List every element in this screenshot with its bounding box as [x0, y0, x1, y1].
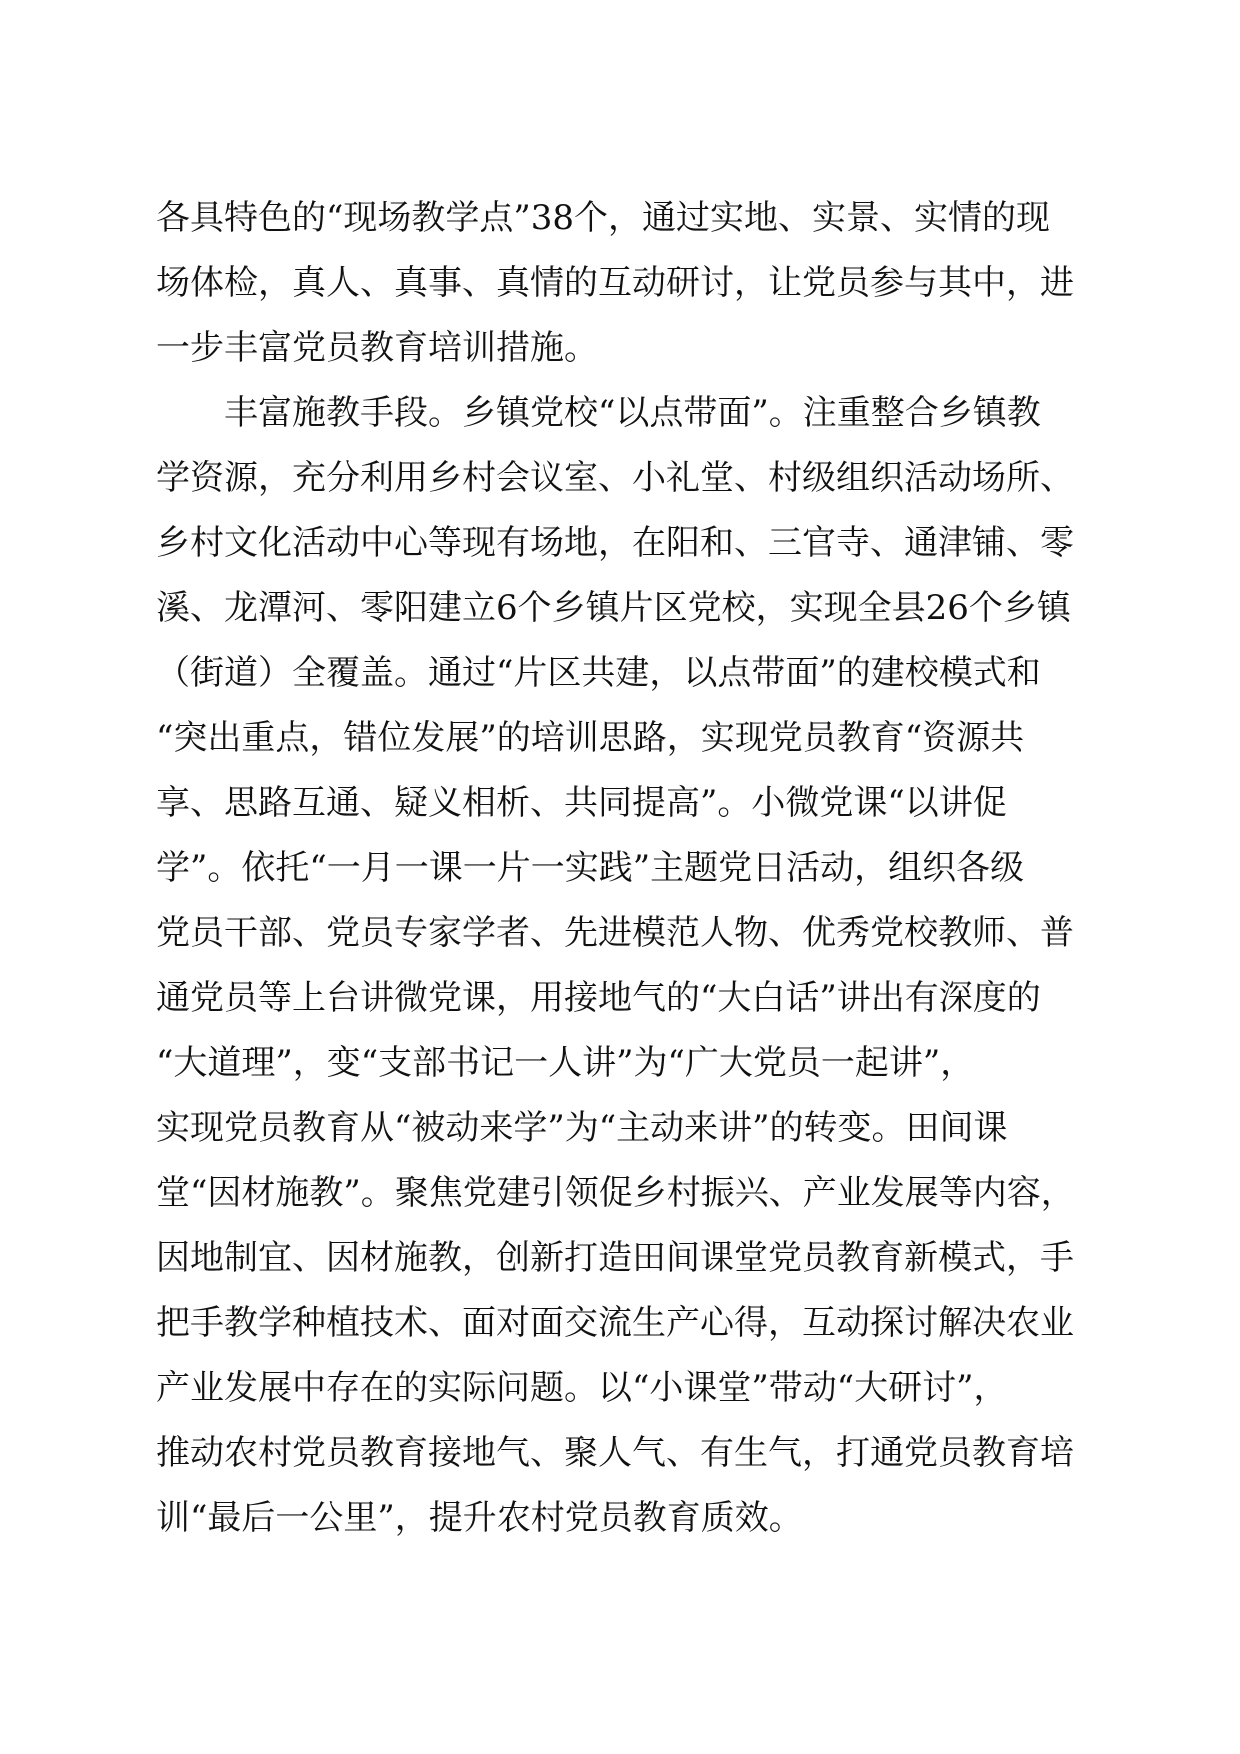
text-line: 各具特色的“现场教学点”38个，通过实地、实景、实情的现: [156, 198, 1051, 238]
text-line: 产业发展中存在的实际问题。以“小课堂”带动“大研讨”，: [156, 1368, 1008, 1408]
text-line: 乡村文化活动中心等现有场地，在阳和、三官寺、通津铺、零: [156, 523, 1074, 563]
text-line: 实现党员教育从“被动来学”为“主动来讲”的转变。田间课: [156, 1108, 1008, 1148]
text-line: “突出重点，错位发展”的培训思路，实现党员教育“资源共: [156, 718, 1025, 758]
text-line: （街道）全覆盖。通过“片区共建，以点带面”的建校模式和: [156, 653, 1041, 693]
text-line: 丰富施教手段。乡镇党校“以点带面”。注重整合乡镇教: [224, 393, 1041, 433]
paragraph-continuation: [156, 186, 1096, 381]
text-line: 一步丰富党员教育培训措施。: [156, 328, 598, 368]
text-line: 堂“因材施教”。聚焦党建引领促乡村振兴、产业发展等内容，: [156, 1173, 1075, 1213]
text-line: 推动农村党员教育接地气、聚人气、有生气，打通党员教育培: [156, 1433, 1074, 1473]
text-line: 学”。依托“一月一课一片一实践”主题党日活动，组织各级: [156, 848, 1025, 888]
text-line: 学资源，充分利用乡村会议室、小礼堂、村级组织活动场所、: [156, 458, 1074, 498]
text-line: 溪、龙潭河、零阳建立6个乡镇片区党校，实现全县26个乡镇: [156, 588, 1071, 628]
text-line: 享、思路互通、疑义相析、共同提高”。小微党课“以讲促: [156, 783, 1007, 823]
text-line: 因地制宜、因材施教，创新打造田间课堂党员教育新模式，手: [156, 1238, 1074, 1278]
text-line: “大道理”，变“支部书记一人讲”为“广大党员一起讲”，: [156, 1043, 975, 1083]
text-line: 场体检，真人、真事、真情的互动研讨，让党员参与其中，进: [156, 263, 1074, 303]
text-line: 训“最后一公里”，提升农村党员教育质效。: [156, 1498, 803, 1538]
text-line: 把手教学种植技术、面对面交流生产心得，互动探讨解决农业: [156, 1303, 1074, 1343]
document-body: [156, 186, 1096, 1551]
text-line: 通党员等上台讲微党课，用接地气的“大白话”讲出有深度的: [156, 978, 1041, 1018]
paragraph-teaching-methods: [156, 381, 1096, 1551]
text-line: 党员干部、党员专家学者、先进模范人物、优秀党校教师、普: [156, 913, 1074, 953]
